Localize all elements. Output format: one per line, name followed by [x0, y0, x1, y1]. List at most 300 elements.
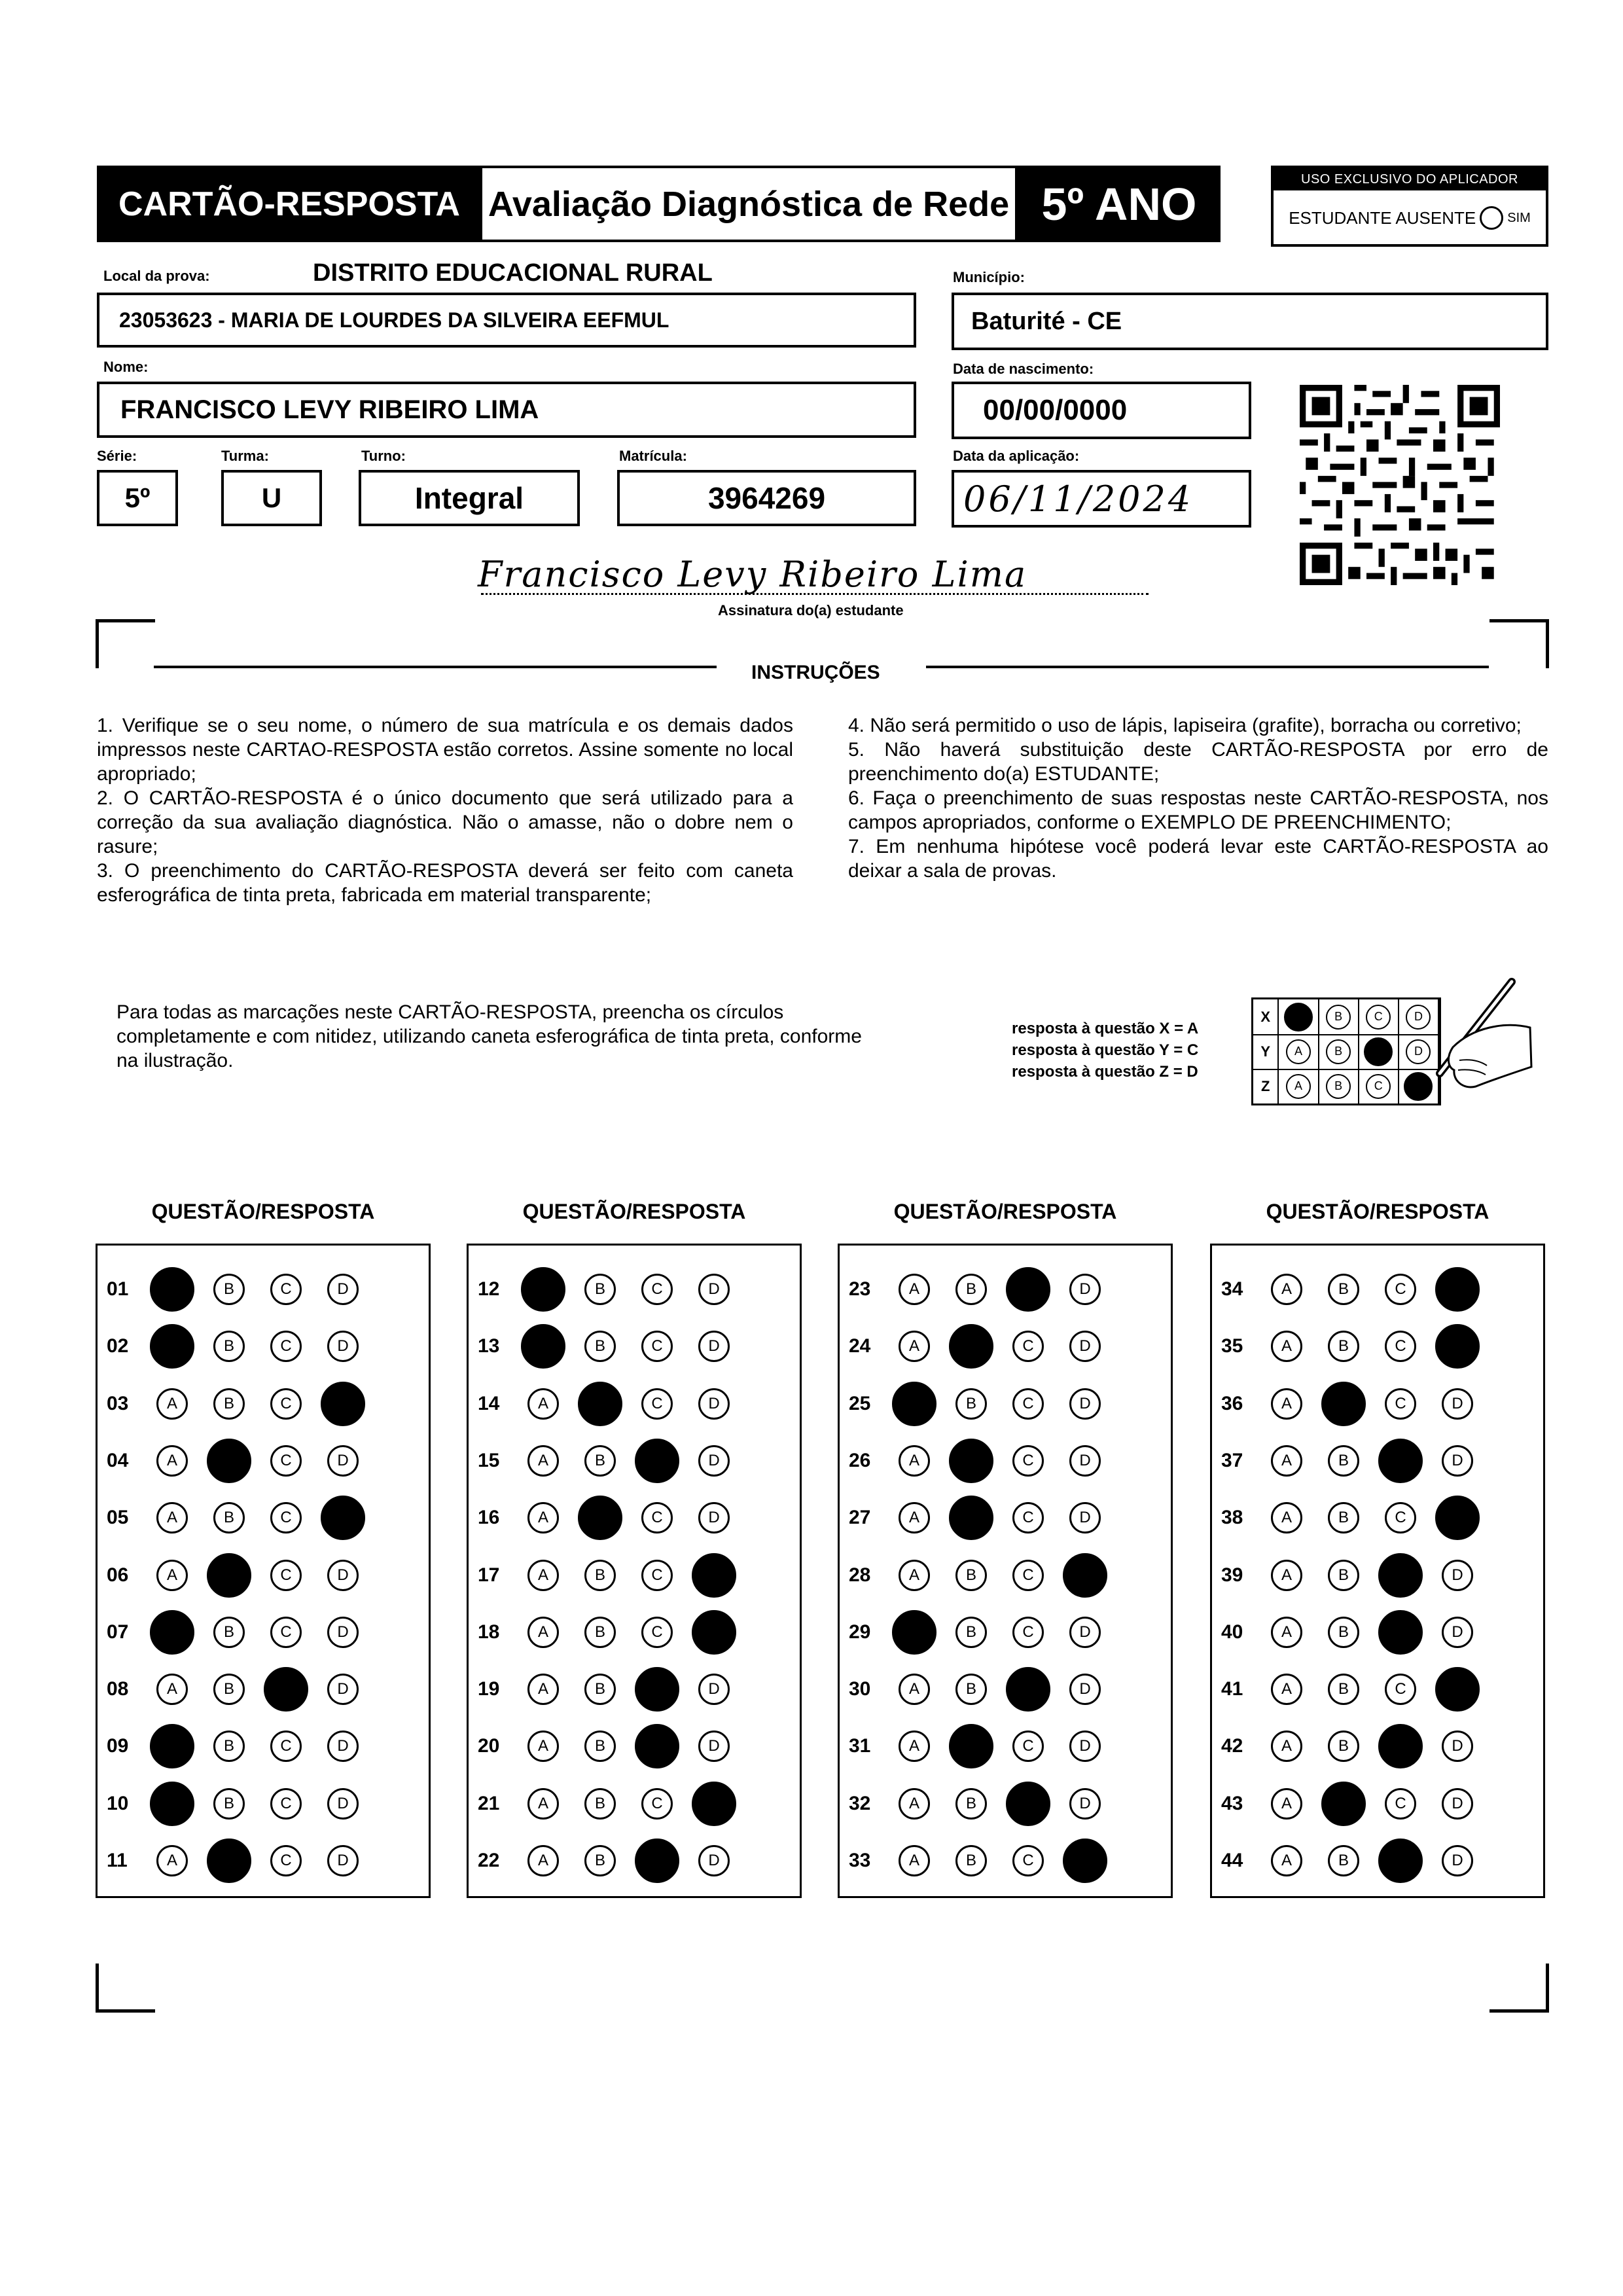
answer-bubble-d[interactable]: D [321, 1496, 365, 1540]
answer-bubble-d[interactable]: D [698, 1731, 730, 1762]
answer-bubble-d[interactable]: D [1069, 1388, 1101, 1420]
answer-bubble-a[interactable]: A [521, 1267, 565, 1312]
nascimento-label: Data de nascimento: [953, 361, 1094, 377]
question-number: 02 [107, 1335, 129, 1357]
answer-bubble-d[interactable]: D [1442, 1845, 1473, 1876]
answer-bubble-b[interactable]: B [213, 1388, 245, 1420]
answer-row [1212, 1727, 1499, 1766]
answer-bubble-c[interactable]: C [1378, 1724, 1423, 1768]
answer-bubble-a[interactable]: A [527, 1445, 559, 1477]
question-number: 04 [107, 1449, 129, 1471]
answer-row [840, 1327, 1126, 1366]
answer-bubble-a[interactable]: A [527, 1617, 559, 1648]
question-number: 23 [849, 1278, 871, 1300]
answer-bubble-a[interactable]: A [156, 1502, 188, 1534]
question-number: 30 [849, 1678, 871, 1700]
answer-bubble-a[interactable]: A [156, 1388, 188, 1420]
answer-row [840, 1613, 1126, 1652]
answer-bubble-c[interactable]: C [270, 1274, 302, 1305]
answer-bubble-a[interactable]: A [521, 1324, 565, 1369]
pen-hand-icon [1414, 975, 1538, 1106]
answer-row [469, 1441, 755, 1480]
answer-row [98, 1327, 384, 1366]
answer-bubble-a[interactable]: A [892, 1382, 936, 1426]
answer-bubble-d[interactable]: D [1442, 1788, 1473, 1820]
answer-row [469, 1327, 755, 1366]
answer-bubble-d[interactable]: D [1069, 1617, 1101, 1648]
instructions-title: INSTRUÇÕES [751, 662, 880, 683]
answer-bubble-c[interactable]: C [1385, 1502, 1416, 1534]
answer-bubble-a[interactable]: A [1271, 1560, 1302, 1591]
answer-bubble-b[interactable]: B [213, 1502, 245, 1534]
signature-label: Assinatura do(a) estudante [718, 602, 904, 619]
answer-bubble-a[interactable]: A [150, 1610, 194, 1655]
answer-row [1212, 1270, 1499, 1309]
answer-bubble-c[interactable]: C [635, 1839, 679, 1883]
answer-bubble-a[interactable]: A [899, 1502, 930, 1534]
answer-bubble-a[interactable]: A [1271, 1731, 1302, 1762]
answer-bubble-b[interactable]: B [213, 1617, 245, 1648]
answer-bubble-c[interactable]: C [635, 1724, 679, 1768]
question-number: 16 [478, 1507, 500, 1529]
answer-bubble-b[interactable]: B [213, 1331, 245, 1362]
instruction-5: 5. Não haverá substituição deste CARTÃO-RESPOSTA por erro de preenchimento do(a) ESTUDANTE; [848, 739, 1548, 785]
question-number: 28 [849, 1564, 871, 1586]
example-bubble: C [1366, 1005, 1391, 1030]
answer-bubble-c[interactable]: C [264, 1667, 308, 1712]
answer-bubble-b[interactable]: B [207, 1553, 251, 1598]
question-number: 15 [478, 1449, 500, 1471]
turno-value: Integral [414, 481, 524, 515]
answer-bubble-c[interactable]: C [1378, 1439, 1423, 1483]
answer-bubble-a[interactable]: A [899, 1560, 930, 1591]
example-bubble: A [1286, 1039, 1311, 1064]
answer-bubble-b[interactable]: B [584, 1731, 616, 1762]
answer-bubble-a[interactable]: A [527, 1502, 559, 1534]
example-bubble: B [1326, 1039, 1351, 1064]
question-number: 09 [107, 1735, 129, 1757]
answer-bubble-d[interactable]: D [1069, 1731, 1101, 1762]
answer-bubble-c[interactable]: C [1012, 1560, 1044, 1591]
answer-bubble-a[interactable]: A [1271, 1274, 1302, 1305]
example-row [1253, 999, 1439, 1035]
answer-bubble-c[interactable]: C [641, 1274, 673, 1305]
answer-bubble-b[interactable]: B [1328, 1731, 1359, 1762]
answer-row [1212, 1441, 1499, 1480]
answer-bubble-c[interactable]: C [641, 1502, 673, 1534]
absent-sim-label: SIM [1507, 210, 1531, 225]
answer-bubble-c[interactable]: C [270, 1788, 302, 1820]
nascimento-field [952, 382, 1251, 439]
question-number: 25 [849, 1392, 871, 1414]
answer-bubble-d[interactable]: D [692, 1610, 736, 1655]
answer-bubble-b[interactable]: B [955, 1674, 987, 1705]
answer-row [98, 1556, 384, 1595]
answer-bubble-a[interactable]: A [899, 1731, 930, 1762]
answer-bubble-a[interactable]: A [1271, 1331, 1302, 1362]
answer-bubble-a[interactable]: A [527, 1388, 559, 1420]
answer-bubble-b[interactable]: B [949, 1496, 993, 1540]
answer-bubble-a[interactable]: A [150, 1724, 194, 1768]
exam-title-text: Avaliação Diagnóstica de Rede [488, 184, 1010, 224]
answer-bubble-b[interactable]: B [1321, 1382, 1366, 1426]
example-text: Para todas as marcações neste CARTÃO-RESPOSTA, preencha os círculos completamente e com nitidez, utilizando caneta esferográfica de tinta preta, conforme na ilustração. [116, 1001, 862, 1071]
answer-bubble-c[interactable]: C [1006, 1782, 1050, 1826]
answer-column [467, 1244, 802, 1898]
answer-bubble-d[interactable]: D [1442, 1445, 1473, 1477]
answer-bubble-b[interactable]: B [213, 1788, 245, 1820]
answer-bubble-d[interactable]: D [1069, 1674, 1101, 1705]
example-bubble [1284, 1003, 1313, 1031]
qr-code [1300, 385, 1500, 585]
answer-bubble-c[interactable]: C [1012, 1388, 1044, 1420]
instruction-7: 7. Em nenhuma hipótese você poderá levar este CARTÃO-RESPOSTA ao deixar a sala de provas. [848, 836, 1548, 882]
answer-row [98, 1727, 384, 1766]
answer-bubble-c[interactable]: C [270, 1617, 302, 1648]
answer-bubble-a[interactable]: A [1271, 1445, 1302, 1477]
answer-bubble-d[interactable]: D [1069, 1445, 1101, 1477]
answer-row [98, 1498, 384, 1537]
answer-row [840, 1727, 1126, 1766]
answer-bubble-a[interactable]: A [156, 1560, 188, 1591]
answer-bubble-b[interactable]: B [213, 1731, 245, 1762]
answer-bubble-c[interactable]: C [270, 1560, 302, 1591]
question-number: 21 [478, 1792, 500, 1814]
answer-bubble-b[interactable]: B [1328, 1445, 1359, 1477]
answer-bubble-a[interactable]: A [1271, 1845, 1302, 1876]
answer-row [98, 1270, 384, 1309]
answer-bubble-b[interactable]: B [955, 1617, 987, 1648]
application-date-handwritten: 06/11/2024 [963, 478, 1194, 520]
absent-checkbox[interactable] [1480, 206, 1503, 230]
example-legend-x: resposta à questão X = A [1012, 1020, 1199, 1037]
answer-bubble-d[interactable]: D [1442, 1731, 1473, 1762]
answer-column-title: QUESTÃO/RESPOSTA [151, 1200, 375, 1223]
example-grid [1251, 997, 1441, 1105]
answer-bubble-b[interactable]: B [1328, 1617, 1359, 1648]
matricula-label: Matrícula: [619, 448, 687, 464]
answer-column [1210, 1244, 1545, 1898]
serie-value: 5º [124, 482, 151, 513]
answer-bubble-a[interactable]: A [527, 1788, 559, 1820]
answer-row [840, 1670, 1126, 1709]
answer-row [1212, 1841, 1499, 1880]
example-bubble [1364, 1037, 1393, 1066]
answer-row [98, 1613, 384, 1652]
answer-bubble-b[interactable]: B [949, 1724, 993, 1768]
answer-bubble-c[interactable]: C [1012, 1502, 1044, 1534]
instructions-rule-left [154, 666, 717, 668]
answer-column [838, 1244, 1173, 1898]
example-row-label: X [1253, 999, 1279, 1034]
answer-bubble-a[interactable]: A [1271, 1502, 1302, 1534]
district-name: DISTRITO EDUCACIONAL RURAL [313, 259, 713, 287]
corner-mark-bottom-right [1489, 1964, 1549, 2013]
question-number: 11 [107, 1850, 128, 1871]
answer-bubble-b[interactable]: B [955, 1845, 987, 1876]
question-number: 38 [1221, 1507, 1243, 1529]
answer-bubble-c[interactable]: C [641, 1617, 673, 1648]
answer-row [1212, 1784, 1499, 1823]
answer-bubble-c[interactable]: C [641, 1788, 673, 1820]
question-number: 07 [107, 1621, 129, 1643]
answer-bubble-d[interactable]: D [692, 1782, 736, 1826]
school-field [97, 293, 916, 348]
answer-bubble-d[interactable]: D [1442, 1617, 1473, 1648]
answer-column-title: QUESTÃO/RESPOSTA [893, 1200, 1117, 1223]
signature-line [481, 593, 1149, 595]
answer-bubble-d[interactable]: D [698, 1331, 730, 1362]
matricula-value: 3964269 [707, 481, 826, 515]
answer-bubble-c[interactable]: C [270, 1502, 302, 1534]
answer-bubble-c[interactable]: C [1378, 1553, 1423, 1598]
answer-bubble-a[interactable]: A [899, 1445, 930, 1477]
answer-bubble-d[interactable]: D [698, 1445, 730, 1477]
answer-bubble-c[interactable]: C [1012, 1445, 1044, 1477]
answer-bubble-c[interactable]: C [1012, 1845, 1044, 1876]
instruction-3: 3. O preenchimento do CARTÃO-RESPOSTA deverá ser feito com caneta esferográfica de tinta preta, fabricada em material transparente; [97, 860, 793, 906]
answer-bubble-a[interactable]: A [1271, 1388, 1302, 1420]
answer-bubble-c[interactable]: C [1378, 1610, 1423, 1655]
question-number: 17 [478, 1564, 500, 1586]
answer-column [96, 1244, 431, 1898]
answer-bubble-b[interactable]: B [1328, 1502, 1359, 1534]
answer-bubble-a[interactable]: A [156, 1674, 188, 1705]
instruction-1: 1. Verifique se o seu nome, o número de sua matrícula e os demais dados impressos neste CARTAO-RESPOSTA estão corretos. Assine somente no local apropriado; [97, 715, 793, 785]
answer-bubble-a[interactable]: A [899, 1274, 930, 1305]
question-number: 13 [478, 1335, 500, 1357]
answer-bubble-d[interactable]: D [327, 1731, 359, 1762]
answer-bubble-b[interactable]: B [1328, 1674, 1359, 1705]
answer-row [840, 1441, 1126, 1480]
answer-bubble-d[interactable]: D [327, 1674, 359, 1705]
nome-label: Nome: [103, 359, 149, 375]
answer-bubble-c[interactable]: C [1385, 1788, 1416, 1820]
answer-row [469, 1613, 755, 1652]
answer-bubble-c[interactable]: C [270, 1331, 302, 1362]
answer-bubble-c[interactable]: C [270, 1445, 302, 1477]
answer-bubble-d[interactable]: D [698, 1388, 730, 1420]
answer-column-title: QUESTÃO/RESPOSTA [522, 1200, 746, 1223]
answer-row [840, 1270, 1126, 1309]
answer-bubble-d[interactable]: D [327, 1788, 359, 1820]
answer-bubble-d[interactable]: D [327, 1617, 359, 1648]
answer-bubble-c[interactable]: C [641, 1331, 673, 1362]
answer-row [98, 1384, 384, 1424]
answer-bubble-d[interactable]: D [1435, 1324, 1480, 1369]
answer-bubble-c[interactable]: C [270, 1388, 302, 1420]
answer-bubble-b[interactable]: B [949, 1324, 993, 1369]
answer-bubble-b[interactable]: B [213, 1274, 245, 1305]
answer-bubble-a[interactable]: A [527, 1845, 559, 1876]
answer-bubble-d[interactable]: D [1442, 1560, 1473, 1591]
instruction-4: 4. Não será permitido o uso de lápis, lapiseira (grafite), borracha ou corretivo; [848, 715, 1522, 736]
answer-bubble-b[interactable]: B [578, 1496, 622, 1540]
corner-mark-bottom-left [96, 1964, 155, 2013]
answer-bubble-d[interactable]: D [698, 1274, 730, 1305]
serie-label: Série: [97, 448, 137, 464]
answer-bubble-d[interactable]: D [1435, 1267, 1480, 1312]
answer-bubble-b[interactable]: B [584, 1617, 616, 1648]
answer-bubble-c[interactable]: C [1385, 1274, 1416, 1305]
answer-bubble-b[interactable]: B [584, 1845, 616, 1876]
local-label: Local da prova: [103, 268, 210, 284]
answer-bubble-d[interactable]: D [698, 1845, 730, 1876]
answer-bubble-c[interactable]: C [1385, 1331, 1416, 1362]
answer-bubble-a[interactable]: A [150, 1267, 194, 1312]
answer-bubble-b[interactable]: B [584, 1274, 616, 1305]
example-bubble: D [1406, 1005, 1431, 1030]
answer-bubble-d[interactable]: D [327, 1445, 359, 1477]
answer-bubble-c[interactable]: C [1006, 1667, 1050, 1712]
answer-bubble-d[interactable]: D [327, 1331, 359, 1362]
absent-checkbox-row [1274, 190, 1546, 245]
answer-bubble-c[interactable]: C [641, 1388, 673, 1420]
question-number: 29 [849, 1621, 871, 1643]
answer-bubble-c[interactable]: C [635, 1439, 679, 1483]
answer-bubble-d[interactable]: D [692, 1553, 736, 1598]
answer-bubble-c[interactable]: C [1006, 1267, 1050, 1312]
example-row-label: Y [1253, 1034, 1279, 1069]
answer-bubble-b[interactable]: B [955, 1388, 987, 1420]
answer-row [1212, 1327, 1499, 1366]
answer-bubble-a[interactable]: A [899, 1331, 930, 1362]
answer-bubble-d[interactable]: D [1442, 1388, 1473, 1420]
answer-bubble-d[interactable]: D [321, 1382, 365, 1426]
answer-bubble-a[interactable]: A [150, 1324, 194, 1369]
answer-bubble-b[interactable]: B [955, 1788, 987, 1820]
instructions-right-column [848, 713, 1548, 883]
answer-bubble-d[interactable]: D [1069, 1274, 1101, 1305]
question-number: 42 [1221, 1735, 1243, 1757]
answer-bubble-b[interactable]: B [584, 1331, 616, 1362]
answer-row [1212, 1498, 1499, 1537]
answer-bubble-a[interactable]: A [150, 1782, 194, 1826]
answer-row [469, 1670, 755, 1709]
answer-bubble-b[interactable]: B [584, 1445, 616, 1477]
answer-bubble-b[interactable]: B [955, 1274, 987, 1305]
turma-field [221, 470, 322, 526]
answer-row [98, 1441, 384, 1480]
answer-bubble-b[interactable]: B [1328, 1331, 1359, 1362]
answer-bubble-c[interactable]: C [635, 1667, 679, 1712]
question-number: 34 [1221, 1278, 1243, 1300]
answer-bubble-d[interactable]: D [698, 1674, 730, 1705]
answer-bubble-b[interactable]: B [207, 1839, 251, 1883]
answer-bubble-a[interactable]: A [527, 1731, 559, 1762]
answer-row [1212, 1556, 1499, 1595]
answer-bubble-b[interactable]: B [584, 1674, 616, 1705]
answer-row [840, 1841, 1126, 1880]
answer-row [1212, 1613, 1499, 1652]
answer-row [1212, 1670, 1499, 1709]
question-number: 39 [1221, 1564, 1243, 1586]
answer-bubble-b[interactable]: B [1328, 1560, 1359, 1591]
question-number: 20 [478, 1735, 500, 1757]
answer-bubble-d[interactable]: D [1063, 1839, 1107, 1883]
example-bubble: B [1326, 1005, 1351, 1030]
answer-row [469, 1556, 755, 1595]
answer-bubble-a[interactable]: A [1271, 1617, 1302, 1648]
answer-bubble-a[interactable]: A [899, 1788, 930, 1820]
answer-bubble-d[interactable]: D [1435, 1667, 1480, 1712]
answer-bubble-a[interactable]: A [527, 1560, 559, 1591]
answer-bubble-d[interactable]: D [327, 1274, 359, 1305]
answer-bubble-c[interactable]: C [1012, 1617, 1044, 1648]
answer-bubble-a[interactable]: A [892, 1610, 936, 1655]
answer-bubble-c[interactable]: C [1385, 1388, 1416, 1420]
question-number: 08 [107, 1678, 129, 1700]
student-signature: Francisco Levy Ribeiro Lima [478, 554, 1027, 595]
answer-bubble-d[interactable]: D [698, 1502, 730, 1534]
answer-bubble-d[interactable]: D [1069, 1502, 1101, 1534]
turno-label: Turno: [361, 448, 406, 464]
absent-label: ESTUDANTE AUSENTE [1289, 207, 1476, 228]
question-number: 05 [107, 1507, 129, 1529]
instructions-rule-right [926, 666, 1489, 668]
answer-bubble-a[interactable]: A [899, 1845, 930, 1876]
answer-bubble-b[interactable]: B [578, 1382, 622, 1426]
answer-bubble-c[interactable]: C [1012, 1731, 1044, 1762]
answer-bubble-b[interactable]: B [207, 1439, 251, 1483]
municipio-field [952, 293, 1548, 350]
example-row-label: Z [1253, 1069, 1279, 1103]
question-number: 31 [849, 1735, 871, 1757]
question-number: 19 [478, 1678, 500, 1700]
answer-bubble-c[interactable]: C [1385, 1674, 1416, 1705]
question-number: 44 [1221, 1850, 1243, 1871]
answer-bubble-b[interactable]: B [584, 1560, 616, 1591]
answer-row [98, 1670, 384, 1709]
answer-bubble-a[interactable]: A [1271, 1674, 1302, 1705]
answer-bubble-a[interactable]: A [899, 1674, 930, 1705]
answer-bubble-c[interactable]: C [641, 1560, 673, 1591]
answer-bubble-b[interactable]: B [1328, 1274, 1359, 1305]
example-row [1253, 1034, 1439, 1070]
question-number: 35 [1221, 1335, 1243, 1357]
answer-bubble-d[interactable]: D [1069, 1331, 1101, 1362]
municipio-value: Baturité - CE [971, 307, 1122, 335]
municipio-label: Município: [953, 269, 1025, 285]
answer-bubble-b[interactable]: B [1328, 1845, 1359, 1876]
answer-bubble-b[interactable]: B [1321, 1782, 1366, 1826]
answer-bubble-a[interactable]: A [156, 1445, 188, 1477]
answer-bubble-c[interactable]: C [1378, 1839, 1423, 1883]
answer-bubble-b[interactable]: B [213, 1674, 245, 1705]
turma-label: Turma: [221, 448, 269, 464]
answer-bubble-b[interactable]: B [949, 1439, 993, 1483]
answer-bubble-d[interactable]: D [1435, 1496, 1480, 1540]
answer-bubble-b[interactable]: B [584, 1788, 616, 1820]
example-bubble: D [1406, 1039, 1431, 1064]
answer-bubble-b[interactable]: B [955, 1560, 987, 1591]
answer-bubble-c[interactable]: C [270, 1731, 302, 1762]
answer-row [469, 1498, 755, 1537]
answer-bubble-a[interactable]: A [156, 1845, 188, 1876]
corner-mark-top-left [96, 619, 155, 668]
answer-bubble-a[interactable]: A [1271, 1788, 1302, 1820]
answer-bubble-d[interactable]: D [327, 1560, 359, 1591]
question-number: 22 [478, 1850, 500, 1871]
answer-bubble-d[interactable]: D [327, 1845, 359, 1876]
answer-bubble-a[interactable]: A [527, 1674, 559, 1705]
answer-bubble-c[interactable]: C [1012, 1331, 1044, 1362]
answer-bubble-d[interactable]: D [1063, 1553, 1107, 1598]
serie-field [97, 470, 178, 526]
instructions-left-column [97, 713, 793, 907]
answer-bubble-d[interactable]: D [1069, 1788, 1101, 1820]
answer-bubble-c[interactable]: C [270, 1845, 302, 1876]
